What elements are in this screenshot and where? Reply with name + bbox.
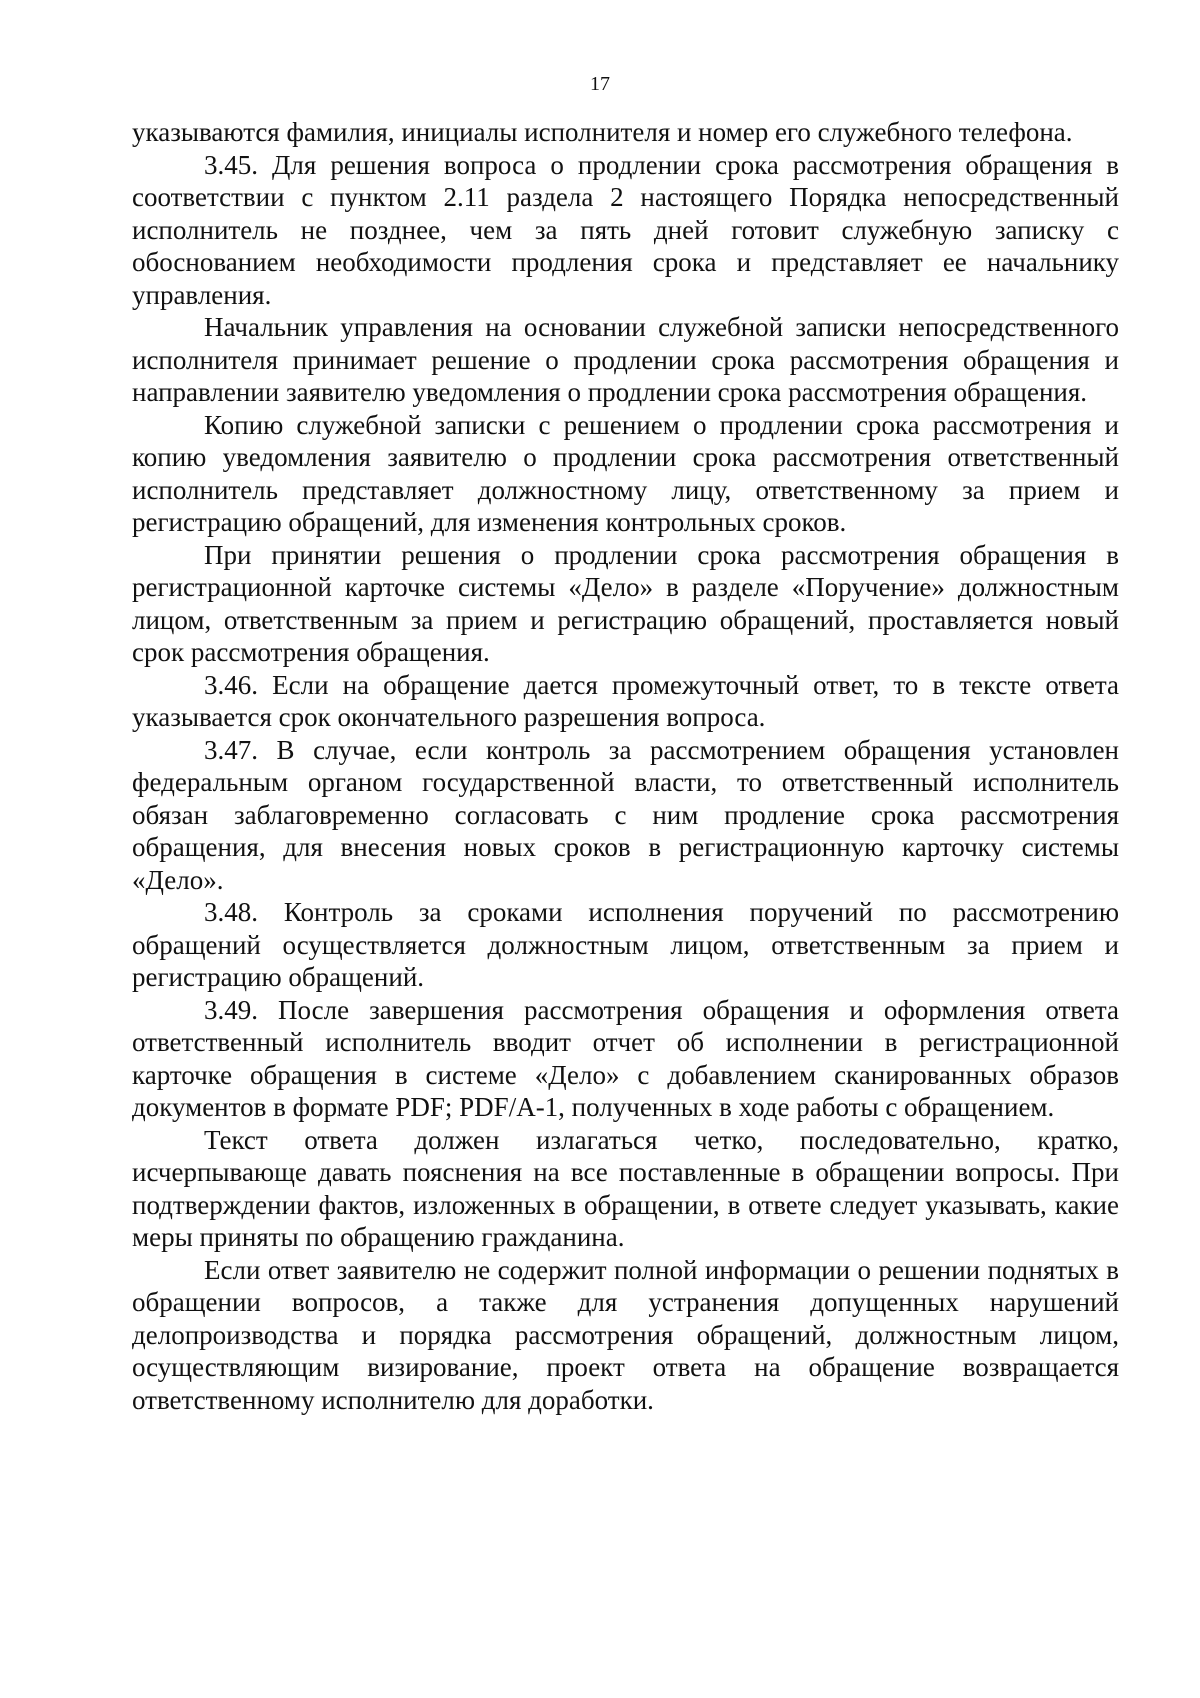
page-number: 17 [590,73,610,95]
paragraph-3-46: 3.46. Если на обращение дается промежуточный ответ, то в тексте ответа указывается срок окончательного разрешения вопроса. [132,669,1119,732]
paragraph-answer-text: Текст ответа должен излагаться четко, последовательно, кратко, исчерпывающе давать пояснения на все поставленные в обращении вопросы. При подтверждении фактов, изложенных в обращении, в ответе следует указывать, какие меры приняты по обращению гражданина. [132,1124,1119,1252]
paragraph-head-decision: Начальник управления на основании служебной записки непосредственного исполнителя принимает решение о продлении срока рассмотрения обращения и направлении заявителю уведомления о продлении срока рассмотрения обращения. [132,312,1119,407]
paragraph-3-47: 3.47. В случае, если контроль за рассмотрением обращения установлен федеральным органом государственной власти, то ответственный исполнитель обязан заблаговременно согласовать с ним продление срока рассмотрения обращения, для внесения новых сроков в регистрационную карточку системы «Дело». [132,734,1119,895]
paragraph-extension-delo: При принятии решения о продлении срока рассмотрения обращения в регистрационной карточке системы «Дело» в разделе «Поручение» должностным лицом, ответственным за прием и регистрацию обращений, проставляется новый срок рассмотрения обращения. [132,539,1119,667]
paragraph-3-48: 3.48. Контроль за сроками исполнения поручений по рассмотрению обращений осуществляется должностным лицом, ответственным за прием и регистрацию обращений. [132,897,1119,992]
paragraph-3-49: 3.49. После завершения рассмотрения обращения и оформления ответа ответственный исполнитель вводит отчет об исполнении в регистрационной карточке обращения в системе «Дело» с добавлением сканированных образов документов в формате PDF; PDF/A-1, полученных в ходе работы с обращением. [132,994,1119,1122]
paragraph-copy-memo: Копию служебной записки с решением о продлении срока рассмотрения и копию уведомления заявителю о продлении срока рассмотрения ответственный исполнитель представляет должностному лицу, ответственному за прием и регистрацию обращений, для изменения контрольных сроков. [132,409,1119,537]
document-body [132,116,1119,1416]
paragraph-continuation: указываются фамилия, инициалы исполнителя и номер его служебного телефона. [132,117,1073,147]
paragraph-return-revision: Если ответ заявителю не содержит полной информации о решении поднятых в обращении вопросов, а также для устранения допущенных нарушений делопроизводства и порядка рассмотрения обращений, должностным лицом, осуществляющим визирование, проект ответа на обращение возвращается ответственному исполнителю для доработки. [132,1254,1119,1415]
paragraph-3-45: 3.45. Для решения вопроса о продлении срока рассмотрения обращения в соответствии с пунктом 2.11 раздела 2 настоящего Порядка непосредственный исполнитель не позднее, чем за пять дней готовит служебную записку с обоснованием необходимости продления срока и представляет ее начальнику управления. [132,149,1119,310]
